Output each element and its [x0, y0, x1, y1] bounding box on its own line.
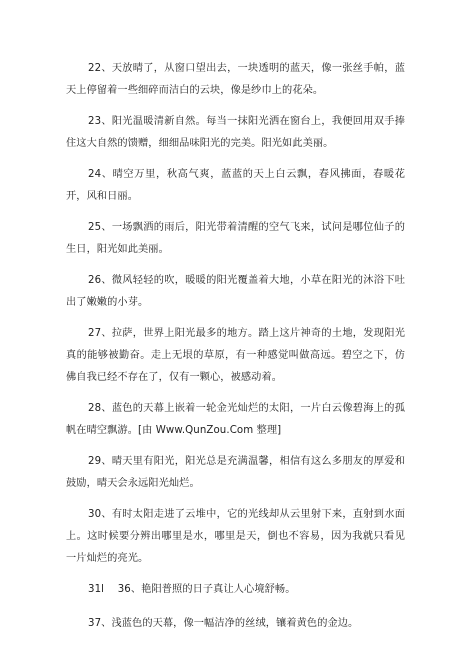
paragraph-37: 37、浅蓝色的天幕，像一幅洁净的丝绒，镶着黄色的金边。 [88, 618, 359, 629]
paragraph-27: 27、拉萨，世界上阳光最多的地方。踏上这片神奇的土地，发现阳光真的能够被勤奋。走上无垠的草原，有一种感觉叫做高远。碧空之下，仿佛自我已经不存在了，仅有一颗心，被感动着。 [66, 328, 405, 383]
paragraph-31-36: 31l 36、艳阳普照的日子真让人心境舒畅。 [88, 584, 296, 595]
paragraph-24: 24、晴空万里，秋高气爽，蓝蓝的天上白云飘，春风拂面，春暖花开，风和日丽。 [66, 169, 405, 202]
paragraph-26: 26、微风轻轻的吹，暖暖的阳光覆盖着大地，小草在阳光的沐浴下吐出了嫩嫩的小芽。 [66, 275, 405, 308]
paragraph-30: 30、有时太阳走进了云堆中，它的光线却从云里射下来，直射到水面上。这时候要分辨出哪里是水，哪里是天，倒也不容易，因为我就只看见一片灿烂的亮光。 [66, 509, 405, 564]
paragraph-28: 28、蓝色的天幕上嵌着一轮金光灿烂的太阳，一片白云像碧海上的孤帆在晴空飘游。[由 Www.QunZou.Com 整理] [66, 403, 405, 436]
paragraph-29: 29、晴天里有阳光，阳光总是充满温馨，相信有这么多朋友的厚爱和鼓励，晴天会永远阳光灿烂。 [66, 456, 405, 489]
paragraph-23: 23、阳光温暖清新自然。每当一抹阳光洒在窗台上，我便回用双手捧住这大自然的馈赠，细细品味阳光的完美。阳光如此美丽。 [66, 116, 405, 149]
paragraph-22: 22、天放晴了，从窗口望出去，一块透明的蓝天，像一张丝手帕，蓝天上停留着一些细碎而洁白的云块，像是纱巾上的花朵。 [66, 63, 405, 96]
paragraph-25: 25、一场飘洒的雨后，阳光带着清醒的空气飞来，试问是哪位仙子的生日，阳光如此美丽。 [66, 222, 405, 255]
